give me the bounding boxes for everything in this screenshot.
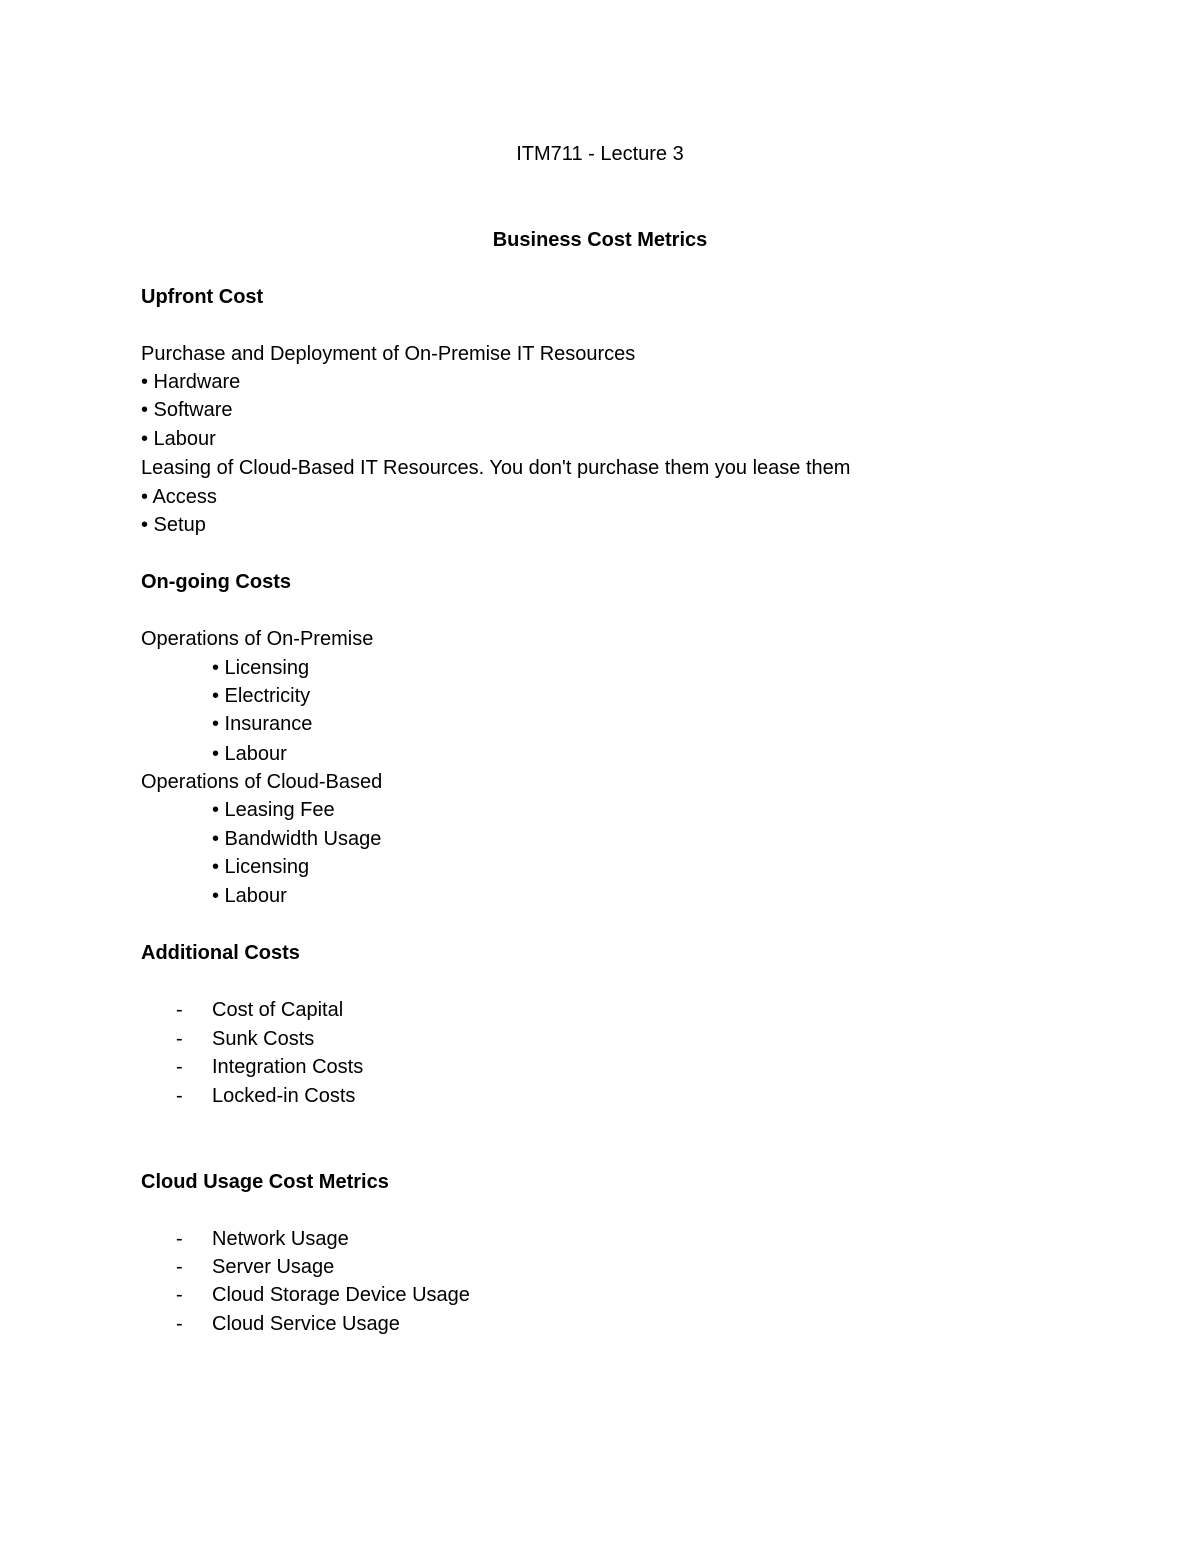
upfront-on-premise-intro: Purchase and Deployment of On-Premise IT Resources [141,343,636,365]
list-item: • Leasing Fee [212,799,335,821]
list-item: Network Usage [212,1228,349,1250]
dash-bullet: - [176,1284,183,1306]
list-item: • Labour [141,428,216,450]
list-item: • Setup [141,514,206,536]
main-heading: Business Cost Metrics [492,229,708,251]
list-item: • Labour [212,885,287,907]
ongoing-heading: On-going Costs [141,571,291,593]
list-item: • Hardware [141,371,241,393]
list-item: • Access [141,486,217,508]
list-item: Server Usage [212,1256,335,1278]
additional-heading: Additional Costs [141,942,300,964]
list-item: Cloud Service Usage [212,1313,400,1335]
list-item: • Insurance [212,713,313,735]
upfront-heading: Upfront Cost [141,286,264,308]
dash-bullet: - [176,1313,183,1335]
list-item: • Licensing [212,856,310,878]
dash-bullet: - [176,1028,183,1050]
list-item: • Licensing [212,657,310,679]
list-item: • Labour [212,743,287,765]
list-item: • Bandwidth Usage [212,828,382,850]
dash-bullet: - [176,1256,183,1278]
upfront-cloud-intro: Leasing of Cloud-Based IT Resources. You don't purchase them you lease them [141,457,851,479]
ongoing-on-premise-intro: Operations of On-Premise [141,628,374,650]
ongoing-cloud-intro: Operations of Cloud-Based [141,771,383,793]
list-item: • Software [141,399,233,421]
cloud-usage-heading: Cloud Usage Cost Metrics [141,1171,389,1193]
list-item: Cloud Storage Device Usage [212,1284,470,1306]
dash-bullet: - [176,1085,183,1107]
dash-bullet: - [176,999,183,1021]
dash-bullet: - [176,1228,183,1250]
list-item: Integration Costs [212,1056,364,1078]
list-item: • Electricity [212,685,311,707]
document-title: ITM711 - Lecture 3 [516,143,684,165]
dash-bullet: - [176,1056,183,1078]
list-item: Sunk Costs [212,1028,315,1050]
list-item: Cost of Capital [212,999,344,1021]
list-item: Locked-in Costs [212,1085,356,1107]
